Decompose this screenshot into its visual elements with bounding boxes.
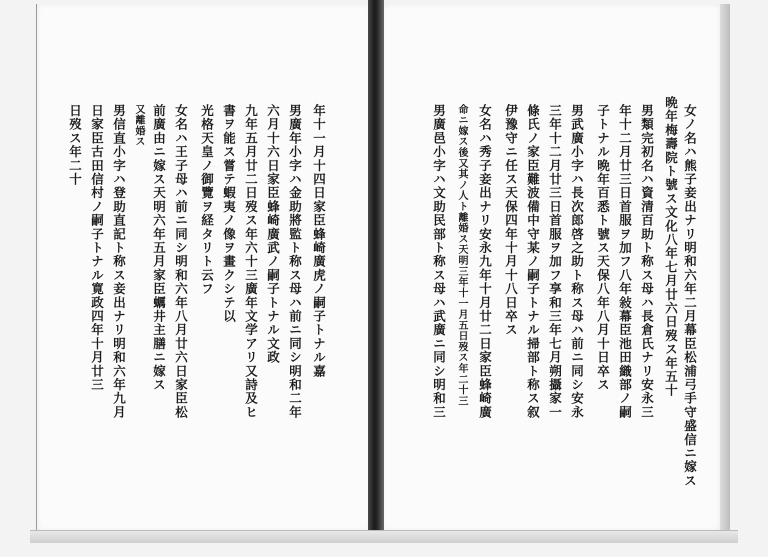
right-column-5: 子トナル晩年百悉ト號ス天保八年八月十日卒ス [595,104,611,392]
right-column-4: 年十二月廿三日首服ヲ加フ八年敍幕臣池田織部ノ嗣 [617,104,633,420]
right-column-8: 條氏ノ家臣難波備中守某ノ嗣子トナル掃部ト称ス叙 [525,104,541,420]
left-column-8: 前廣由ニ嫁ス天明六年五月家臣蠣井主膳ニ嫁ス [151,104,167,392]
left-column-11: 日家臣古田信村ノ嗣子トナル寛政四年十月廿三 [89,104,105,392]
right-column-11: 命ニ嫁ス後又其ノ人ト離婚ス天明三年十一月五日歿ス年二十三 [456,104,467,407]
left-column-5: 書ヲ能ス嘗テ蝦夷ノ像ヲ畫クシテ以 [221,104,237,324]
left-column-1: 年十一月十四日家臣蜂崎廣虎ノ嗣子トナル嘉 [311,104,327,378]
right-column-2: 晩年梅壽院ト號ス文化八年七月廿六日歿ス年五十 [663,96,679,398]
right-column-9: 伊豫守ニ任ス天保四年十月十八日卒ス [503,104,519,337]
left-column-9: 又離婚ス [133,104,144,148]
page-edge [720,4,730,531]
page-bottom-edge [30,530,738,543]
right-column-6: 男武廣小字ハ長次郎啓之助ト称ス母ハ前ニ同シ安永 [569,104,585,420]
right-column-7: 三年十二月廿三日首服ヲ加フ享和三年七月朔攝家一 [547,104,563,420]
right-column-1: 女ノ名ハ熊子妾出ナリ明和六年二月幕臣松浦弓手守盛信ニ嫁ス [682,104,698,488]
right-column-12: 男廣邑小字ハ文助民部ト称ス母ハ武廣ニ同シ明和三 [431,104,447,420]
left-column-4: 九年五月廿二日歿ス年六十三廣年文学アリ又詩及ヒ [243,104,259,420]
left-column-10: 男信直小字ハ登助直記ト称ス妾出ナリ明和六年九月 [111,104,127,420]
right-column-10: 女名ハ秀子妾出ナリ安永九年十月廿二日家臣蜂崎廣 [477,104,493,420]
left-column-7: 女名ハ王子母ハ前ニ同シ明和六年八月廿六日家臣松 [173,104,189,420]
right-column-3: 男類完初名ハ資清百助ト称ス母ハ長倉氏ナリ安永三 [639,104,655,420]
left-column-6: 光格天皇ノ御覽ヲ経タリト云フ [199,104,215,296]
left-column-3: 六月十六日家臣蜂崎廣武ノ嗣子トナル文政 [265,104,281,365]
left-column-12: 日歿ス年二十 [67,104,83,187]
left-column-2: 男廣年小字ハ金助將監ト称ス母ハ前ニ同シ明和二年 [287,104,303,420]
book-gutter [368,0,384,531]
